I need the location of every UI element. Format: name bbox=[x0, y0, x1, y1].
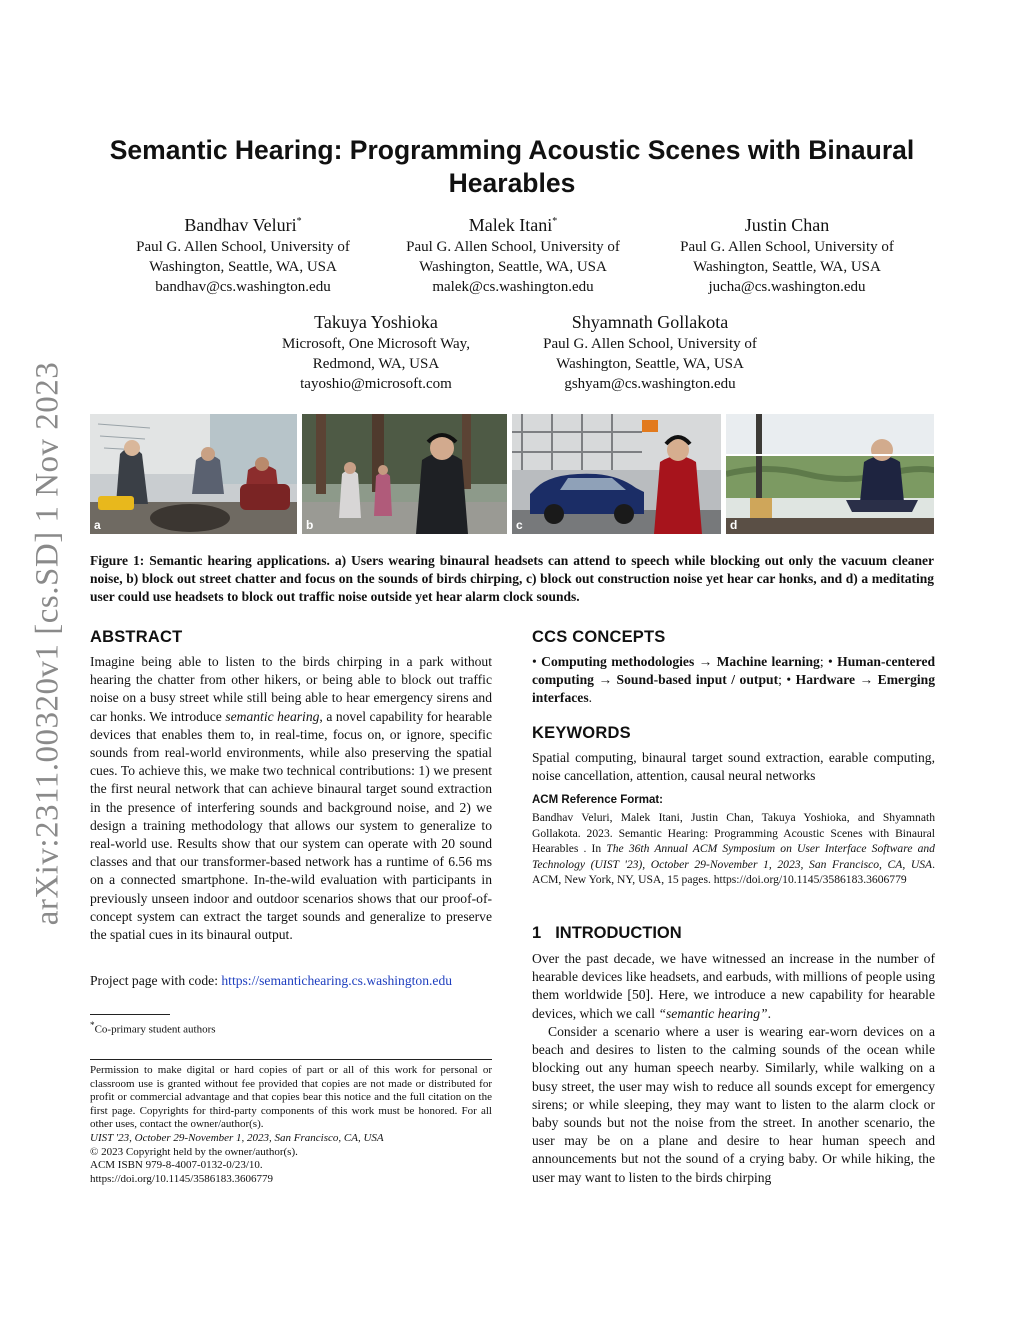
author-email: gshyam@cs.washington.edu bbox=[564, 376, 736, 392]
introduction-heading: 1 INTRODUCTION bbox=[532, 924, 682, 942]
author-name: Justin Chan bbox=[744, 215, 830, 235]
panel-label-b: b bbox=[306, 518, 314, 532]
footnote-rule bbox=[90, 1014, 170, 1015]
project-page-line: Project page with code: https://semantichearing.cs.washington.edu bbox=[90, 973, 453, 988]
abstract-text: Imagine being able to listen to the birds chirping in a park without hearing the chatter from other hikers, or being able to block out traffic noise on a busy street while still being able to hear emergency sirens and car honks. We introduce semantic hearing, a novel capability for hearable devices that enables them to, in real-time, focus on, or ignore, specific sounds from real-world environments, while also preserving the spatial cues. To achieve this, we make two technical contributions: 1) we present the first neural network that can achieve binaural target sound extraction in the presence of interfering sounds and background noise, and 2) we design a training methodology that allows our system to generalize to real-world use. Results show that our system can operate with 20 sound classes and that our transformer-based network has a runtime of 6.56 ms on a connected smartphone. In-the-wild evaluation with participants in previously unseen indoor and outdoor scenarios shows that our proof-of-concept system can extract the target sounds and generalize to preserve the spatial cues in its binaural output. bbox=[90, 654, 492, 943]
isbn-line: ACM ISBN 979-8-4007-0132-0/23/10. bbox=[90, 1159, 263, 1172]
arxiv-identifier: arXiv:2311.00320v1 [cs.SD] 1 Nov 2023 bbox=[29, 361, 66, 925]
abstract-heading: ABSTRACT bbox=[90, 628, 183, 646]
author-block-gollakota bbox=[512, 307, 788, 394]
footnote-co-primary: *Co-primary student authors bbox=[90, 1020, 216, 1036]
panel-label-c: c bbox=[516, 518, 523, 532]
introduction-paragraph-2: Consider a scenario where a user is wearing ear-worn devices on a beach and desires to listen to the calming sounds of the ocean while blocking out any human speech nearby. Similarly, while walking on a busy street, the user may wish to reduce all sounds except for emergency sirens; or while sleeping, they may want to listen to the alarm clock or baby sounds but not the noise from the street. In another scenario, the user may be on a plane and desire to hear human speech and announcements but not the sound of a crying baby. Or while hiking, the user may want to listen to the birds chirping bbox=[532, 1024, 935, 1185]
author-email: tayoshio@microsoft.com bbox=[300, 376, 452, 392]
author-block-yoshioka bbox=[246, 307, 506, 394]
construction-site-image bbox=[512, 414, 721, 534]
keywords-heading: KEYWORDS bbox=[532, 724, 631, 742]
author-affiliation: Microsoft, One Microsoft Way, bbox=[282, 336, 470, 352]
author-name: Shyamnath Gollakota bbox=[571, 312, 729, 332]
copyright-line: © 2023 Copyright held by the owner/author(s). bbox=[90, 1145, 298, 1158]
author-block-itani bbox=[374, 210, 652, 297]
panel-label-d: d bbox=[730, 518, 738, 532]
author-affiliation: Paul G. Allen School, University of bbox=[136, 239, 350, 255]
doi-line: https://doi.org/10.1145/3586183.3606779 bbox=[90, 1172, 274, 1185]
ccs-concepts-text: • Computing methodologies → Machine learning; • Human-centered computing → Sound-based input / output; • Hardware → Emerging interfaces. bbox=[532, 654, 936, 706]
author-email: jucha@cs.washington.edu bbox=[708, 279, 866, 295]
arxiv-stamp bbox=[26, 358, 70, 928]
author-affiliation: Washington, Seattle, WA, USA bbox=[693, 259, 881, 275]
permission-rule bbox=[90, 1059, 492, 1060]
author-block-chan bbox=[648, 210, 926, 297]
author-email: bandhav@cs.washington.edu bbox=[155, 279, 331, 295]
author-affiliation: Washington, Seattle, WA, USA bbox=[556, 356, 744, 372]
photo-panel-c bbox=[512, 414, 721, 534]
figure-caption: Figure 1: Semantic hearing applications. a) Users wearing binaural headsets can attend to speech while blocking out only the vacuum cleaner noise, b) block out street chatter and focus on the sounds of birds chirping, c) block out construction noise yet hear car honks, and d) a meditating user could use headsets to block out traffic noise outside yet hear alarm clock sounds. bbox=[90, 553, 934, 604]
panel-label-a: a bbox=[94, 518, 101, 532]
window-meditation-image bbox=[726, 414, 934, 534]
permission-block bbox=[90, 1064, 492, 1186]
author-email: malek@cs.washington.edu bbox=[432, 279, 594, 295]
author-name: Malek Itani* bbox=[468, 215, 558, 235]
photo-panel-d bbox=[726, 414, 934, 534]
paper-title: Semantic Hearing: Programming Acoustic Scenes with Binaural Hearables bbox=[109, 135, 915, 198]
reference-heading: ACM Reference Format: bbox=[532, 794, 663, 806]
photo-panel-b bbox=[302, 414, 507, 534]
park-street-image bbox=[302, 414, 507, 534]
author-affiliation: Paul G. Allen School, University of bbox=[406, 239, 620, 255]
venue-line: UIST '23, October 29-November 1, 2023, San Francisco, CA, USA bbox=[90, 1131, 384, 1144]
author-affiliation: Washington, Seattle, WA, USA bbox=[149, 259, 337, 275]
teaser-figure bbox=[90, 414, 934, 534]
indoor-scene-image bbox=[90, 414, 297, 534]
author-block-veluri bbox=[104, 210, 382, 297]
ccs-heading: CCS CONCEPTS bbox=[532, 628, 666, 646]
keywords-text: Spatial computing, binaural target sound extraction, earable computing, noise cancellation, attention, causal neural networks bbox=[532, 750, 935, 784]
permission-text: Permission to make digital or hard copies of part or all of this work for personal or classroom use is granted without fee provided that copies are not made or distributed for profit or commercial advantage and that copies bear this notice and the full citation on the first page. Copyrights for third-party components of this work must be honored. For all other uses, contact the owner/author(s). bbox=[90, 1064, 492, 1131]
author-name: Takuya Yoshioka bbox=[314, 312, 438, 332]
project-page-link[interactable]: https://semantichearing.cs.washington.edu bbox=[221, 973, 453, 988]
author-affiliation: Paul G. Allen School, University of bbox=[680, 239, 894, 255]
author-affiliation: Redmond, WA, USA bbox=[312, 356, 440, 372]
reference-text: Bandhav Veluri, Malek Itani, Justin Chan, Takuya Yoshioka, and Shyamnath Gollakota. 2023. Semantic Hearing: Programming Acoustic Scenes with Binaural Hearables . In The 36th Annual ACM Symposium on User Interface Software and Technology (UIST '23), October 29-November 1, 2023, San Francisco, CA, USA. ACM, New York, NY, USA, 15 pages. https://doi.org/10.1145/3586183.3606779 bbox=[532, 811, 935, 886]
author-name: Bandhav Veluri* bbox=[184, 215, 302, 235]
photo-panel-a bbox=[90, 414, 297, 534]
introduction-paragraph-1: Over the past decade, we have witnessed an increase in the number of hearable devices like headsets, and earbuds, with millions of people using them worldwide [50]. Here, we introduce a new capability for hearable devices, which we call “semantic hearing”. bbox=[532, 951, 935, 1021]
author-affiliation: Washington, Seattle, WA, USA bbox=[419, 259, 607, 275]
author-affiliation: Paul G. Allen School, University of bbox=[543, 336, 757, 352]
